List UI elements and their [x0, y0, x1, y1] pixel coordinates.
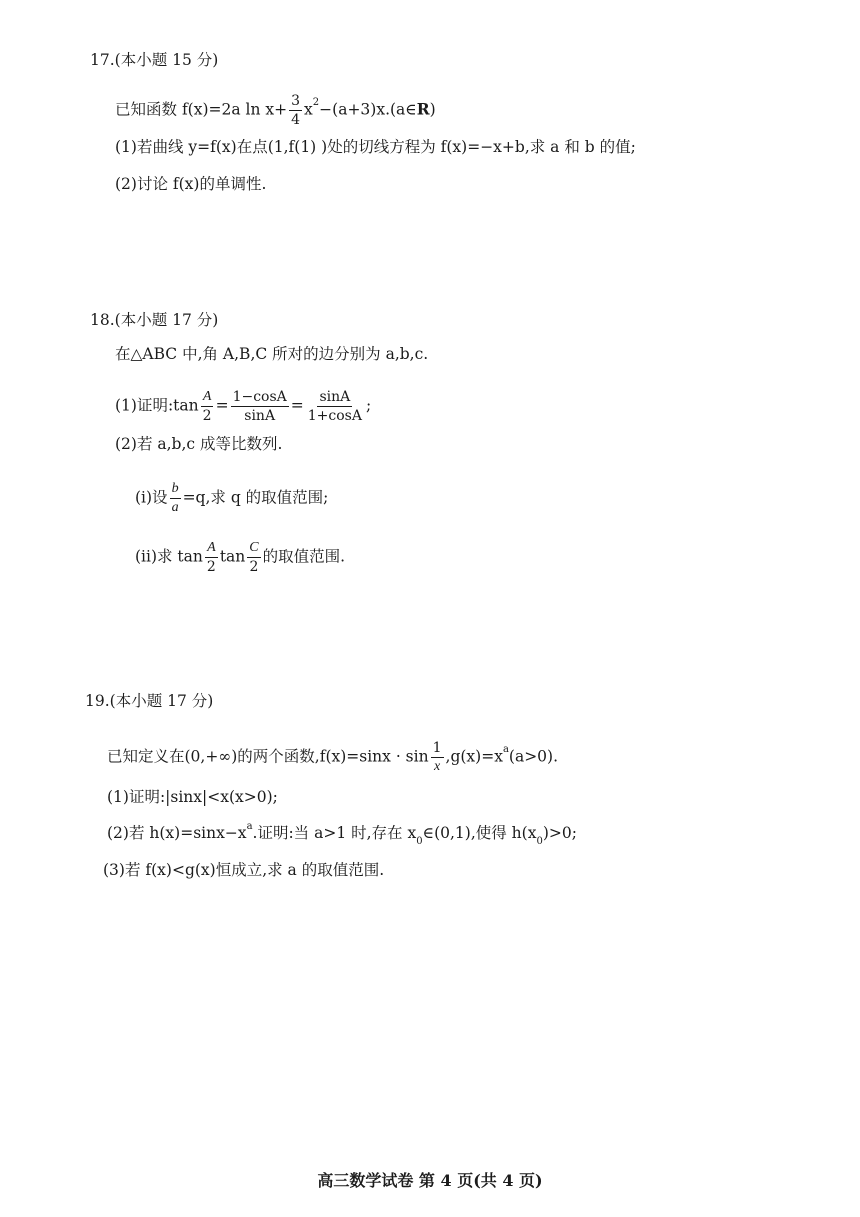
q19-part1: (1)证明:|sinx|<x(x>0);	[107, 788, 278, 806]
q18-p1-frac1	[201, 388, 214, 425]
q18-ii-suffix: 的取值范围.	[262, 547, 346, 566]
q17-intro	[115, 92, 436, 129]
q19-p2-a: (2)若 h(x)=sinx−x	[107, 824, 247, 842]
q17-frac-den: 4	[291, 112, 301, 128]
q18-p1-f2-den: sinA	[244, 408, 276, 424]
q18-p1-eq1: =	[215, 396, 229, 415]
q18-i-suffix: =q,求 q 的取值范围;	[182, 488, 329, 507]
q19-part3: (3)若 f(x)<g(x)恒成立,求 a 的取值范围.	[103, 861, 385, 879]
q17-header: 17.(本小题 15 分)	[90, 51, 219, 69]
q18-ii-frac2	[247, 539, 260, 576]
q19-p2-b: .证明:当 a>1 时,存在 x	[252, 824, 417, 842]
q18-i-frac	[170, 480, 181, 517]
q17-intro-a: 已知函数	[115, 100, 182, 119]
q18-p1-frac3	[306, 388, 364, 425]
q18-p1-f3-num: sinA	[319, 389, 351, 405]
q18-p1-f1-den: 2	[202, 408, 212, 424]
q17-part2: (2)讨论 f(x)的单调性.	[115, 175, 267, 193]
q19-p2-sub: 0	[416, 836, 423, 848]
q19-part2	[107, 820, 577, 848]
q18-p1-prefix: (1)证明:tan	[115, 396, 199, 415]
q17-intro-bold: R	[416, 99, 430, 119]
q18-ii-f1-den: 2	[206, 559, 216, 575]
q18-p1-eq2: =	[290, 396, 304, 415]
q18-p1-f3-den: 1+cosA	[307, 408, 362, 424]
q19-f-den: x	[433, 759, 441, 774]
q18-intro: 在△ABC 中,角 A,B,C 所对的边分别为 a,b,c.	[115, 345, 429, 363]
q19-intro-b: ,g(x)=x	[445, 747, 503, 766]
q18-part2-i	[135, 480, 328, 517]
q18-ii-f2-den: 2	[249, 559, 259, 575]
q19-intro-b-sup: a	[502, 744, 509, 756]
q17-intro-c-sup: 2	[312, 97, 320, 109]
q17-fraction	[289, 92, 302, 129]
q19-p2-sup: a	[246, 820, 253, 832]
q18-i-f-den: a	[171, 500, 179, 515]
q19-p2-c: ∈(0,1),使得 h(x	[422, 824, 537, 842]
q19-p2-sub2: 0	[536, 836, 543, 848]
q18-i-f-num: b	[170, 480, 181, 499]
q19-f-num: 1	[432, 740, 442, 756]
q18-ii-frac1	[205, 539, 218, 576]
q19-header: 19.(本小题 17 分)	[85, 692, 214, 710]
q17-frac-num: 3	[291, 93, 301, 109]
q18-p1-f1-num: A	[201, 388, 214, 407]
q18-p1-frac2	[231, 388, 289, 425]
q18-p1-f2-num: 1−cosA	[232, 389, 287, 405]
q19-p2-d: )>0;	[542, 824, 577, 842]
q19-intro-a: 已知定义在(0,+∞)的两个函数,f(x)=sinx · sin	[107, 747, 429, 766]
q18-i-prefix: (i)设	[135, 488, 168, 507]
q18-part2: (2)若 a,b,c 成等比数列.	[115, 435, 283, 453]
q17-intro-b: f(x)=2a ln x+	[181, 100, 288, 119]
q18-ii-mid: tan	[219, 547, 246, 566]
q18-part2-ii	[135, 539, 345, 576]
q18-part1	[115, 388, 371, 425]
q19-intro-c: (a>0).	[508, 747, 559, 766]
q17-intro-c: x	[304, 100, 313, 119]
q18-ii-prefix: (ii)求 tan	[135, 547, 203, 566]
q18-p1-suffix: ;	[365, 396, 372, 415]
q19-intro	[107, 739, 558, 776]
q18-ii-f2-num: C	[247, 539, 260, 558]
page-footer: 高三数学试卷 第 4 页(共 4 页)	[317, 1171, 543, 1190]
q19-intro-frac	[431, 739, 444, 776]
q18-header: 18.(本小题 17 分)	[90, 311, 219, 329]
q17-intro-d: −(a+3)x.(a∈	[319, 100, 417, 119]
q18-ii-f1-num: A	[205, 539, 218, 558]
q17-part1: (1)若曲线 y=f(x)在点(1,f(1) )处的切线方程为 f(x)=−x+b,求 a 和 b 的值;	[115, 138, 636, 156]
q17-intro-e: )	[429, 100, 436, 119]
